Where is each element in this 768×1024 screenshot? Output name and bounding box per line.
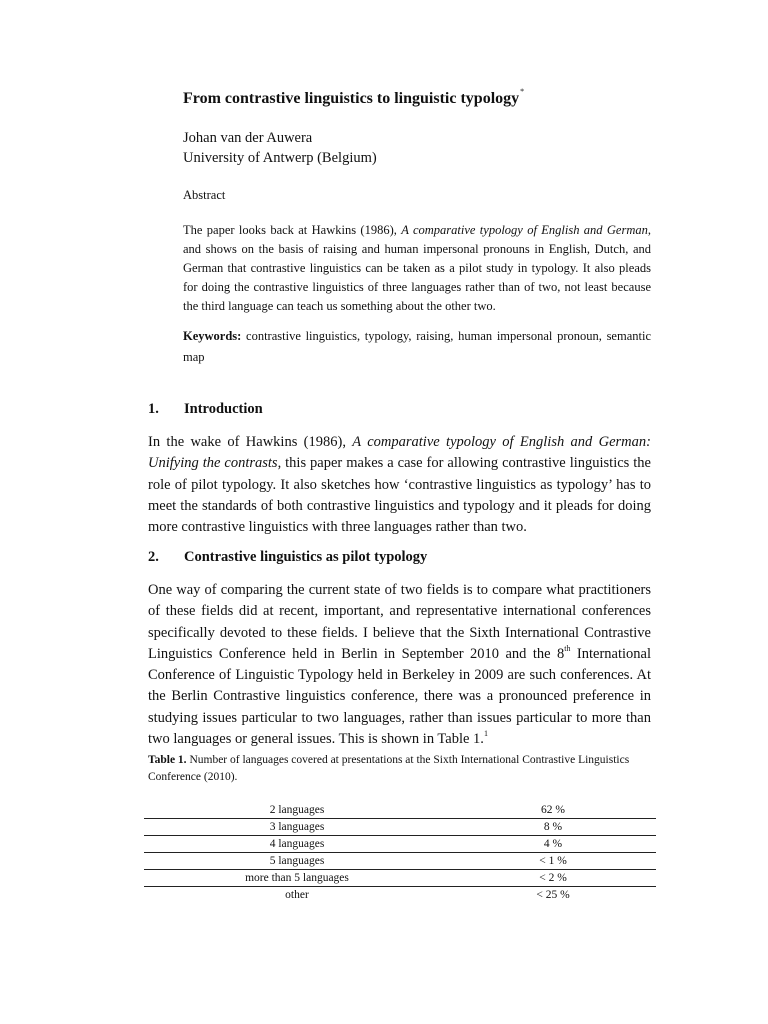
table-cell-value: < 2 % [450, 870, 656, 887]
keywords [183, 326, 651, 368]
table-cell-label: 5 languages [144, 853, 450, 870]
ordinal-superscript: th [564, 643, 571, 653]
section-2-part-2: International Conference of Linguistic Typology held in Berkeley in 2009 are such conferences. At the Berlin Contrastive linguistics conference, there was a pronounced preference in studying issues particular to two languages, rather than issues particular to more than two languages or general issues. This is shown in Table 1. [148, 645, 651, 748]
section-2-title: Contrastive linguistics as pilot typology [184, 549, 428, 565]
section-1-paragraph [148, 432, 651, 538]
table-row [144, 870, 656, 887]
paper-title-text: From contrastive linguistics to linguistic typology [183, 90, 520, 107]
section-2-heading [148, 549, 427, 566]
section-2-paragraph [148, 580, 651, 750]
section-1-number: 1. [148, 401, 159, 417]
table-row [144, 836, 656, 853]
table-row [144, 802, 656, 819]
abstract-cited-title: A comparative typology of English and German [401, 223, 648, 237]
table-cell-label: more than 5 languages [144, 870, 450, 887]
table-1 [144, 802, 656, 903]
table-cell-label: 3 languages [144, 819, 450, 836]
table-cell-value: < 1 % [450, 853, 656, 870]
author-name: Johan van der Auwera [183, 130, 313, 146]
abstract-label: Abstract [183, 188, 226, 202]
footnote-mark-1: 1 [483, 729, 488, 739]
keywords-label: Keywords: [183, 329, 242, 343]
table-1-caption [148, 752, 653, 786]
table-row [144, 819, 656, 836]
section-1-part-1: In the wake of Hawkins (1986), [148, 434, 353, 450]
abstract-part-1: The paper looks back at Hawkins (1986), [183, 223, 402, 237]
author-affiliation: University of Antwerp (Belgium) [183, 150, 377, 166]
abstract-part-2: , and shows on the basis of raising and human impersonal pronouns in English, Dutch, and German that contrastive linguistics can be taken as a pilot study in typology. It also pleads for doing the contrastive linguistics of three languages rather than of two, not least because the third language can teach us something about the other two. [183, 223, 651, 313]
table-cell-value: 62 % [450, 802, 656, 819]
table-1-caption-label: Table 1. [148, 754, 187, 766]
title-footnote-mark: * [520, 87, 525, 96]
section-1-title: Introduction [184, 401, 263, 417]
table-cell-label: 2 languages [144, 802, 450, 819]
section-1-cited-title: A comparative typology of English and German: Unifying the contrasts [148, 434, 651, 472]
table-1-caption-text: Number of languages covered at presentations at the Sixth International Contrastive Linguistics Conference (2010). [148, 754, 630, 783]
section-2-number: 2. [148, 549, 159, 565]
paper-title [183, 87, 524, 108]
table-row [144, 853, 656, 870]
table-row [144, 887, 656, 904]
table-cell-label: 4 languages [144, 836, 450, 853]
table-cell-value: < 25 % [536, 888, 570, 901]
section-1-part-2: , this paper makes a case for allowing contrastive linguistics the role of pilot typology. It also sketches how ‘contrastive linguistics as typology’ has to meet the standards of both contrastive linguistics and typology and it pleads for doing more contrastive linguistics with three languages rather than two. [148, 455, 651, 536]
table-cell-value: 8 % [450, 819, 656, 836]
table-cell-value: 4 % [450, 836, 656, 853]
section-2-part-1: One way of comparing the current state of two fields is to compare what practitioners of these fields did at recent, important, and representative international conferences specifically devoted to these fields. I believe that the Sixth International Contrastive Linguistics Conference held in Berlin in September 2010 and the 8 [148, 582, 651, 662]
keywords-text: contrastive linguistics, typology, raising, human impersonal pronoun, semantic map [183, 329, 651, 364]
table-cell-label: other [285, 888, 309, 901]
abstract-text [183, 221, 651, 316]
section-1-heading [148, 401, 263, 418]
